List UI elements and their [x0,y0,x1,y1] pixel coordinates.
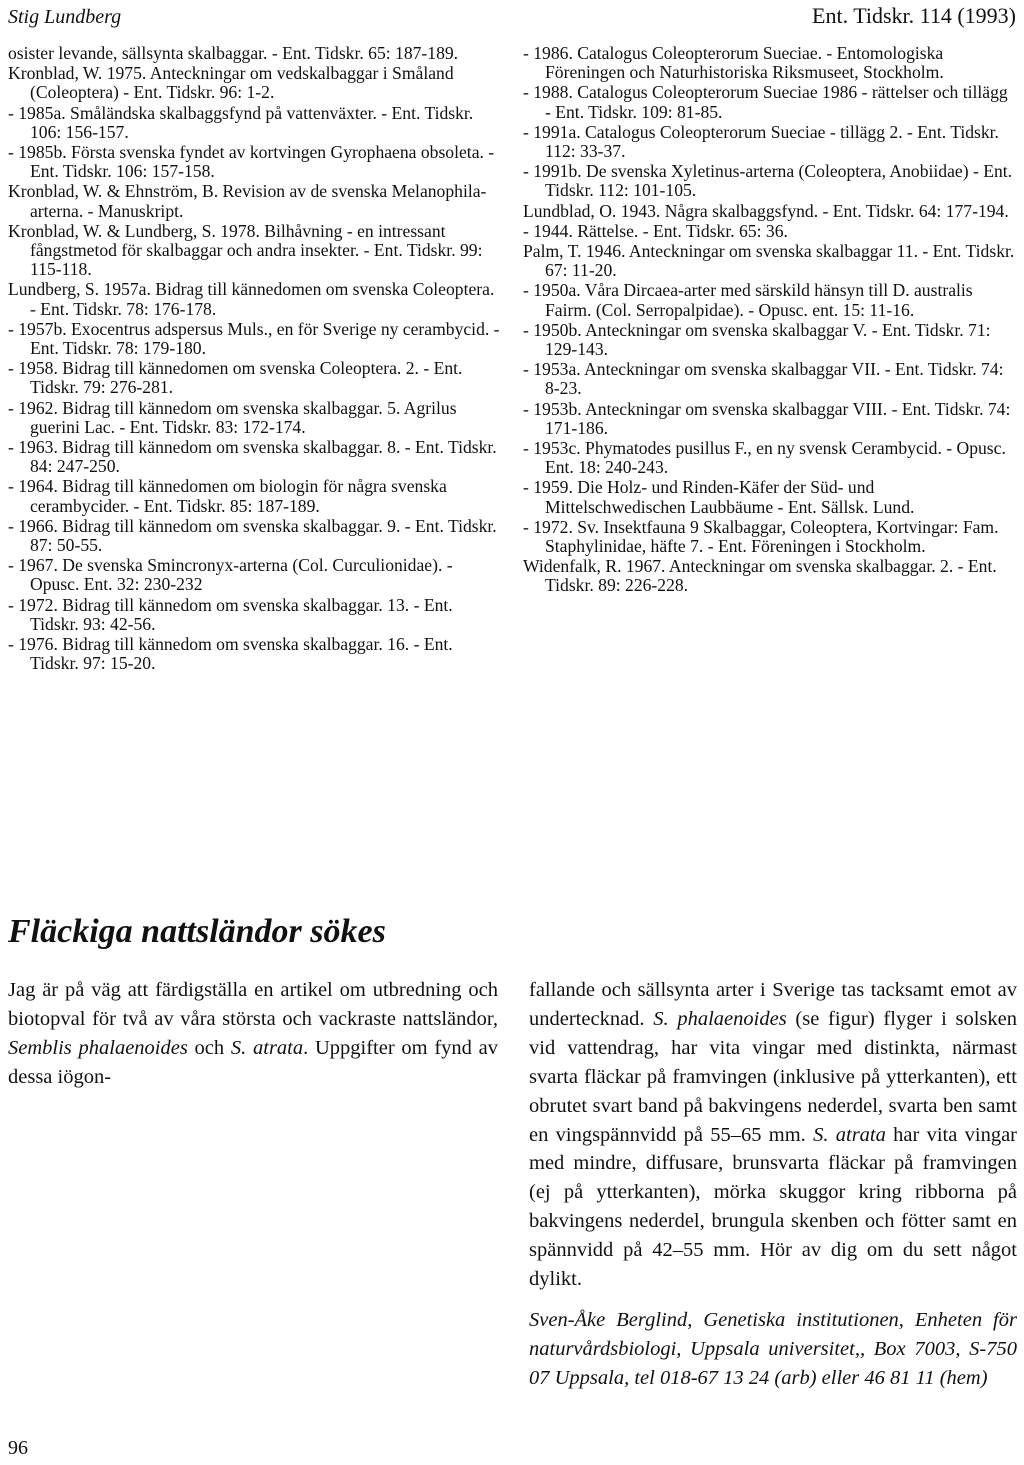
reference-entry: - 1944. Rättelse. - Ent. Tidskr. 65: 36. [523,220,788,241]
reference-entry: Kronblad, W. & Ehnström, B. Revision av de svenska Melanophila-arterna. - Manuskript. [8,181,487,221]
species-name: S. phalaenoides [653,1007,787,1030]
reference-entry: - 1963. Bidrag till kännedom om svenska skalbaggar. 8. - Ent. Tidskr. 84: 247-250. [8,437,497,477]
reference-entry: - 1991a. Catalogus Coleopterorum Sueciae - tillägg 2. - Ent. Tidskr. 112: 33-37. [523,121,999,162]
notice-right-column [529,976,1017,1393]
references-right-column [523,44,1017,597]
reference-entry: - 1972. Bidrag till kännedom om svenska skalbaggar. 13. - Ent. Tidskr. 93: 42-56. [8,594,453,634]
notice-paragraph [529,976,1017,1294]
reference-entry: - 1957b. Exocentrus adspersus Muls., en för Sverige ny cerambycid. - Ent. Tidskr. 78: 179-180. [8,318,500,359]
notice-paragraph [8,976,498,1092]
reference-entry: - 1953a. Anteckningar om svenska skalbaggar VII. - Ent. Tidskr. 74: 8-23. [523,359,1004,399]
running-header-journal: Ent. Tidskr. 114 (1993) [812,3,1016,28]
reference-entry: - 1958. Bidrag till kännedomen om svenska Coleoptera. 2. - Ent. Tidskr. 79: 276-281. [8,358,463,398]
reference-entry: - 1972. Sv. Insektfauna 9 Skalbaggar, Coleoptera, Kortvingar: Fam. Staphylinidae, häfte 7. - Ent. Föreningen i Stockholm. [523,516,999,557]
reference-entry: - 1991b. De svenska Xyletinus-arterna (Coleoptera, Anobiidae) - Ent. Tidskr. 112: 101-105. [523,161,1013,201]
author-signature: Sven-Åke Berglind, Genetiska institutionen, Enheten för naturvårdsbiologi, Uppsala universitet,, Box 7003, S-750 07 Uppsala, tel 018-67 13 24 (arb) eller 46 81 11 (hem) [529,1308,1017,1389]
reference-entry: - 1988. Catalogus Coleopterorum Sueciae 1986 - rättelser och tillägg - Ent. Tidskr. 109: 81-85. [523,82,1008,122]
reference-entry: - 1964. Bidrag till kännedomen om biologin för några svenska cerambycider. - Ent. Tidskr. 85: 187-189. [8,476,447,516]
reference-entry: - 1976. Bidrag till kännedom om svenska skalbaggar. 16. - Ent. Tidskr. 97: 15-20. [8,634,453,674]
page-number: 96 [8,1437,28,1459]
notice-text: Jag är på väg att färdigställa en artikel om utbredning och biotopval för två av våra största och vackraste nattsländor, [8,979,498,1030]
reference-entry: - 1986. Catalogus Coleopterorum Sueciae. - Entomologiska Föreningen och Naturhistoriska Riksmuseet, Stockholm. [523,43,944,83]
notice-text: . Uppgifter om fynd av dessa iögon- [8,1036,498,1088]
notice-text: fallande och sällsynta arter i Sverige tas tacksamt emot av undertecknad. [529,979,1017,1030]
reference-entry: - 1962. Bidrag till kännedom om svenska skalbaggar. 5. Agrilus guerini Lac. - Ent. Tidskr. 83: 172-174. [8,397,457,437]
reference-entry: - 1985b. Första svenska fyndet av kortvingen Gyrophaena obsoleta. - Ent. Tidskr. 106: 157-158. [8,142,495,182]
notice-text: och [187,1036,231,1059]
reference-entry: Kronblad, W. 1975. Anteckningar om vedskalbaggar i Småland (Coleoptera) - Ent. Tidskr. 96: 1-2. [8,63,454,103]
notice-left-column [8,976,498,1092]
notice-text: har vita vingar med mindre, diffusare, brunsvarta fläckar på framvingen (ej på ytterkanten), mörka skuggor kring ribborna på bakvingens nederdel, brungula skenben och fötter samt en spännvidd på 42–55 mm. Hör av dig om du sett något dylikt. [529,1123,1018,1291]
species-name: S. atrata [230,1036,304,1059]
reference-entry: - 1953c. Phymatodes pusillus F., en ny svensk Cerambycid. - Opusc. Ent. 18: 240-243. [523,438,1006,478]
reference-entry: - 1950b. Anteckningar om svenska skalbaggar V. - Ent. Tidskr. 71: 129-143. [523,319,991,360]
references-left-column [8,44,504,675]
notice-text: (se figur) flyger i solsken vid vattendrag, har vita vingar med distinkta, närmast svarta fläckar på framvingen (inklusive på ytterkanten), ett obrutet svart band på bakvingens nederdel, svarta ben samt en vingspännvidd på 55–65 mm. [529,1007,1017,1146]
reference-entry: Widenfalk, R. 1967. Anteckningar om svenska skalbaggar. 2. - Ent. Tidskr. 89: 226-228. [523,556,997,596]
notice-title: Fläckiga nattsländor sökes [8,913,386,950]
reference-entry: Palm, T. 1946. Anteckningar om svenska skalbaggar 11. - Ent. Tidskr. 67: 11-20. [523,241,1015,281]
running-header-author: Stig Lundberg [8,6,122,28]
reference-entry: - 1966. Bidrag till kännedom om svenska skalbaggar. 9. - Ent. Tidskr. 87: 50-55. [8,515,497,556]
reference-entry: Lundberg, S. 1957a. Bidrag till kännedomen om svenska Coleoptera. - Ent. Tidskr. 78: 176-178. [8,279,495,319]
reference-entry: - 1985a. Småländska skalbaggsfynd på vattenväxter. - Ent. Tidskr. 106: 156-157. [8,102,474,142]
reference-entry: Kronblad, W. & Lundberg, S. 1978. Bilhåvning - en intressant fångstmetod för skalbaggar och andra insekter. - Ent. Tidskr. 99: 115-118. [8,220,483,280]
reference-entry: - 1967. De svenska Smincronyx-arterna (Col. Curculionidae). - Opusc. Ent. 32: 230-232 [8,555,453,595]
reference-entry: - 1950a. Våra Dircaea-arter med särskild hänsyn till D. australis Fairm. (Col. Serropalpidae). - Opusc. ent. 15: 11-16. [523,280,973,320]
species-name: Semblis phalaenoides [8,1036,188,1059]
reference-entry: Lundblad, O. 1943. Några skalbaggsfynd. - Ent. Tidskr. 64: 177-194. [523,200,1009,221]
species-name: S. atrata [813,1123,886,1146]
reference-entry: osister levande, sällsynta skalbaggar. - Ent. Tidskr. 65: 187-189. [8,43,459,63]
reference-entry: - 1959. Die Holz- und Rinden-Käfer der Süd- und Mittelschwedischen Laubbäume - Ent. Sällsk. Lund. [523,477,915,517]
reference-entry: - 1953b. Anteckningar om svenska skalbaggar VIII. - Ent. Tidskr. 74: 171-186. [523,398,1011,438]
